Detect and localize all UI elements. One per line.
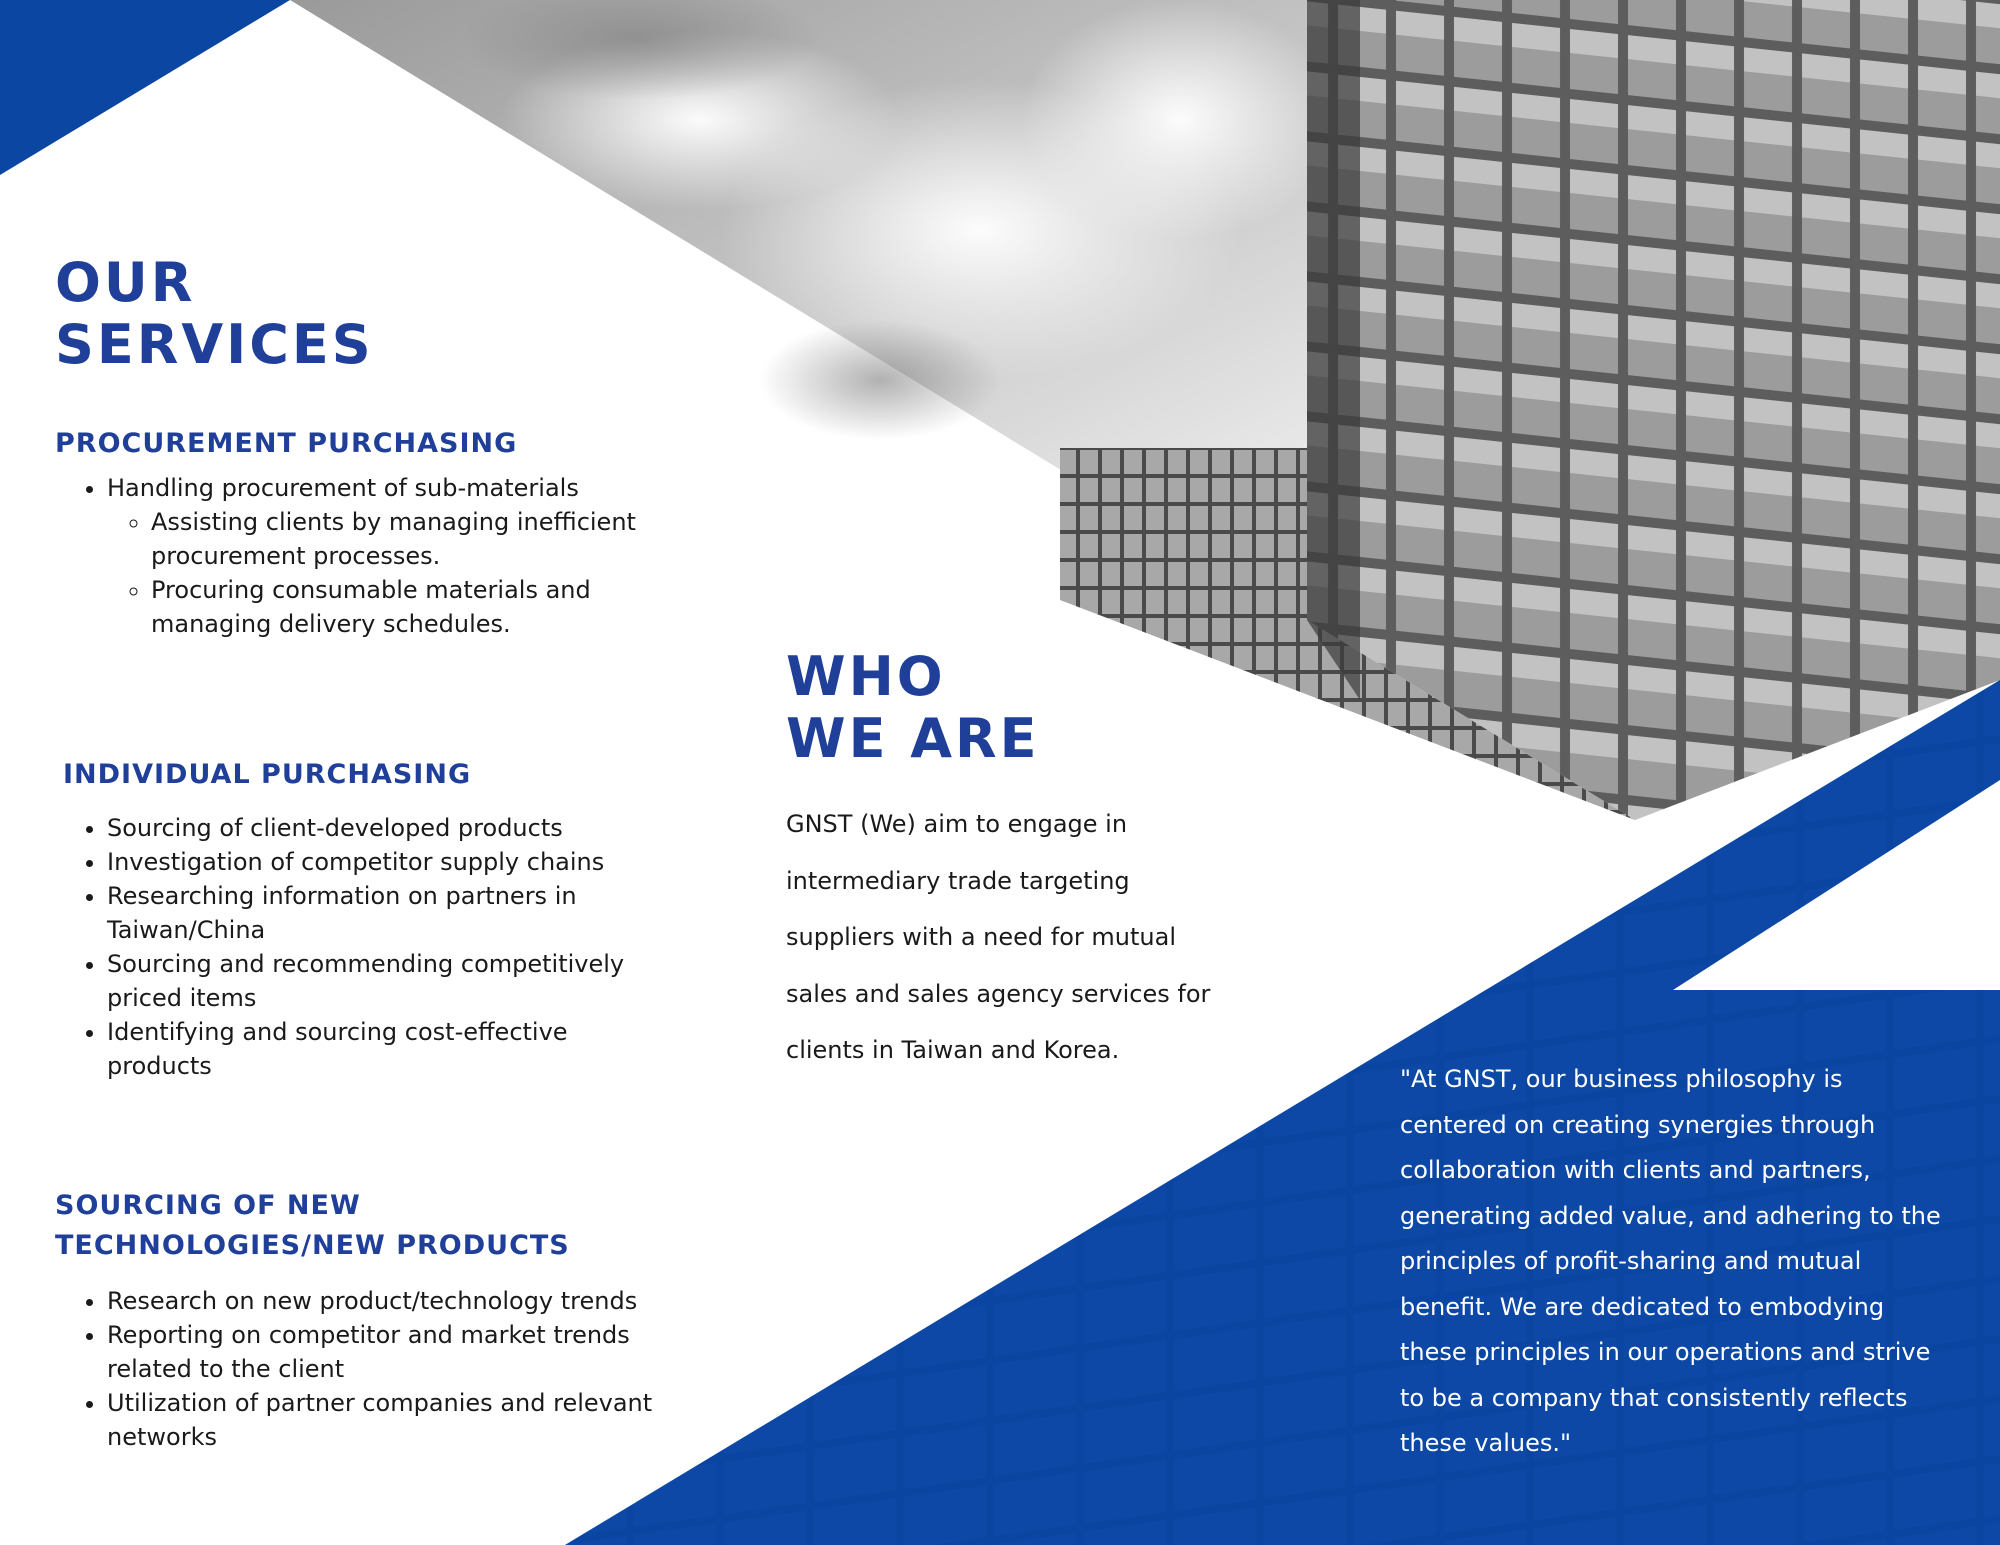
list-item: ◦ Procuring consumable materials and managing delivery schedules. [151,573,667,641]
list-item: • Researching information on partners in Taiwan/China [107,879,667,947]
procurement-sublist [107,505,667,641]
individual-list [55,811,667,1083]
procurement-heading: PROCUREMENT PURCHASING [55,428,518,459]
who-we-are-body: GNST (We) aim to engage in intermediary trade targeting suppliers with a need for mutual sales and sales agency services for clients in Taiwan and Korea. [786,810,1211,1064]
philosophy-quote: "At GNST, our business philosophy is centered on creating synergies through collaboration with clients and partners, generating added value, and adhering to the principles of profit-sharing and mutual benefit. We are dedicated to embodying these principles in our operations and strive to be a company that consistently reflects these values." [1400,1065,1941,1457]
who-title-line-2: WE ARE [786,707,1040,770]
sourcing-list [55,1284,667,1454]
procurement-list [55,471,667,641]
corner-triangle [0,0,290,175]
services-title-line-2: SERVICES [55,313,374,376]
sourcing-heading: SOURCING OF NEW TECHNOLOGIES/NEW PRODUCTS [55,1190,570,1261]
list-item: • Research on new product/technology trends [107,1284,667,1318]
individual-heading: INDIVIDUAL PURCHASING [63,759,472,790]
list-item: ◦ Assisting clients by managing inefficient procurement processes. [151,505,667,573]
list-item: • Investigation of competitor supply chains [107,845,667,879]
who-we-are-title [786,646,1040,770]
list-item: • Sourcing of client-developed products [107,811,667,845]
list-item: • Sourcing and recommending competitively priced items [107,947,667,1015]
who-title-line-1: WHO [786,645,946,708]
services-title [55,252,374,376]
list-item: • Handling procurement of sub-materials ◦ Assisting clients by managing inefficient procurement processes. ◦ Procuring consumable materials and managing delivery schedules. [107,471,667,641]
services-title-line-1: OUR [55,251,196,314]
list-item: • Reporting on competitor and market trends related to the client [107,1318,667,1386]
list-item: • Identifying and sourcing cost-effective products [107,1015,667,1083]
list-item: • Utilization of partner companies and relevant networks [107,1386,667,1454]
